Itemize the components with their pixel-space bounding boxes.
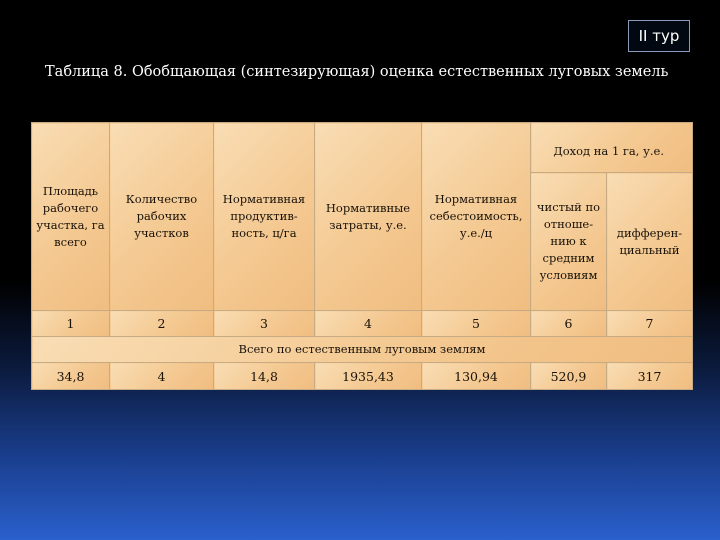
value-cost-price: 130,94 [422,363,531,390]
col-number: 2 [110,311,214,337]
column-number-row [32,311,693,337]
col-header-costs: Нормативные затраты, у.е. [315,123,422,311]
table-row [32,363,693,390]
table-title: Таблица 8. Обобщающая (синтезирующая) оценка естественных луговых земель [45,64,669,80]
summary-row [32,337,693,363]
value-area: 34,8 [32,363,110,390]
col-number: 4 [315,311,422,337]
round-badge: II тур [628,20,690,52]
value-differential-income: 317 [607,363,693,390]
col-header-productivity: Нормативная продуктив-ность, ц/га [214,123,315,311]
col-number: 5 [422,311,531,337]
summary-label: Всего по естественным луговым землям [32,337,693,363]
value-plot-count: 4 [110,363,214,390]
col-number: 1 [32,311,110,337]
col-number: 6 [531,311,607,337]
col-header-plot-count: Количество рабочих участков [110,123,214,311]
evaluation-table [31,122,693,390]
value-net-income: 520,9 [531,363,607,390]
col-header-net-income: чистый по отноше-нию к средним условиям [531,173,607,311]
col-header-cost-price: Нормативная себестоимость, у.е./ц [422,123,531,311]
col-number: 7 [607,311,693,337]
value-costs: 1935,43 [315,363,422,390]
value-productivity: 14,8 [214,363,315,390]
group-header-income: Доход на 1 га, у.е. [531,123,693,173]
col-header-area: Площадь рабочего участка, га всего [32,123,110,311]
header-row-top [32,123,693,173]
col-number: 3 [214,311,315,337]
col-header-differential-income: дифферен-циальный [607,173,693,311]
